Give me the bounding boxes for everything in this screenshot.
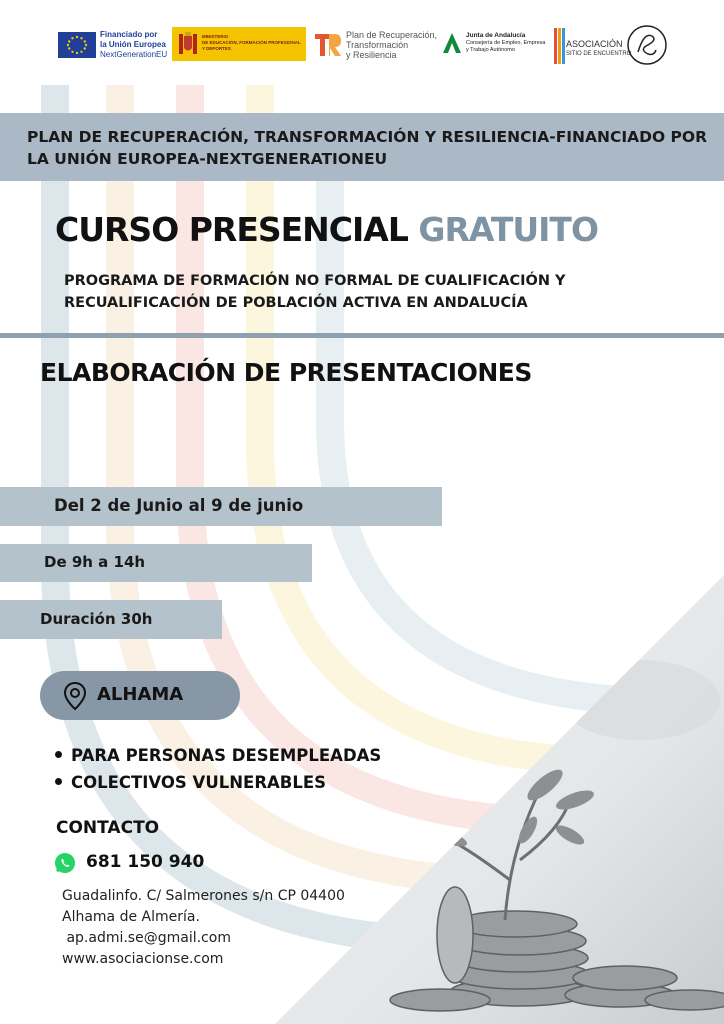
email-link[interactable]: ap.admi.se@gmail.com — [62, 930, 231, 946]
bullet-icon — [55, 751, 62, 758]
contact-address — [62, 886, 345, 970]
whatsapp-icon — [54, 852, 76, 874]
ministerio-line3: Y DEPORTES — [202, 46, 231, 51]
ministerio-logo — [172, 27, 306, 61]
program-subtitle: PROGRAMA DE FORMACIÓN NO FORMAL DE CUALIFICACIÓN Y RECUALIFICACIÓN DE POBLACIÓN ACTIVA EN ANDALUCÍA — [64, 273, 566, 311]
junta-line1: Junta de Andalucía — [466, 32, 526, 39]
address-line2: Alhama de Almería. — [62, 909, 200, 925]
eu-line2: la Unión Europea — [100, 40, 166, 49]
list-item — [55, 742, 381, 769]
junta-line2: Consejería de Empleo, Empresa — [466, 40, 546, 46]
signature-circle-icon — [626, 24, 668, 66]
page-title — [55, 210, 598, 249]
eu-flag-icon — [58, 32, 96, 58]
address-line1: Guadalinfo. C/ Salmerones s/n CP 04400 — [62, 888, 345, 904]
location-pill — [40, 671, 240, 720]
tr-mark-icon — [314, 30, 342, 60]
funding-banner — [0, 113, 724, 181]
logos-row — [0, 20, 724, 70]
hours-bar — [0, 544, 312, 582]
funding-banner-text: PLAN DE RECUPERACIÓN, TRANSFORMACIÓN Y RESILIENCIA-FINANCIADO POR LA UNIÓN EUROPEA-NEXTGENERATIONEU — [27, 128, 708, 168]
junta-line3: y Trabajo Autónomo — [466, 47, 515, 53]
asociacion-line2: SITIO DE ENCUENTRO — [566, 51, 632, 57]
audience-item: PARA PERSONAS DESEMPLEADAS — [71, 746, 382, 765]
dates-text: Del 2 de Junio al 9 de junio — [54, 496, 304, 515]
duration-text: Duración 30h — [40, 610, 153, 628]
list-item — [55, 769, 381, 796]
divider-line — [0, 333, 724, 338]
location-label: ALHAMA — [97, 684, 184, 705]
phone-number[interactable]: 681 150 940 — [86, 852, 205, 872]
website-link[interactable]: www.asociacionse.com — [62, 951, 224, 967]
bullet-icon — [55, 778, 62, 785]
title-accent: GRATUITO — [418, 210, 598, 249]
audience-item: COLECTIVOS VULNERABLES — [71, 773, 327, 792]
eu-line1: Financiado por — [100, 30, 158, 39]
location-pin-icon — [62, 681, 88, 711]
eu-funding-logo — [100, 30, 167, 60]
audience-list — [55, 742, 381, 796]
plan-line2: Transformación — [346, 40, 409, 50]
duration-bar — [0, 600, 222, 639]
plan-line3: y Resiliencia — [346, 50, 397, 60]
ministerio-line2: DE EDUCACIÓN, FORMACIÓN PROFESIONAL — [202, 40, 301, 45]
eu-line3: NextGenerationEU — [100, 50, 168, 59]
ministerio-line1: MINISTERIO — [202, 34, 229, 39]
plan-line1: Plan de Recuperación, — [346, 30, 438, 40]
asociacion-line1: ASOCIACIÓN — [566, 39, 623, 49]
spain-crest-icon — [177, 31, 199, 57]
junta-mark-icon — [442, 32, 462, 54]
course-name: ELABORACIÓN DE PRESENTACIONES — [40, 358, 532, 387]
dates-bar — [0, 487, 442, 526]
contact-heading: CONTACTO — [56, 818, 160, 838]
title-main: CURSO PRESENCIAL — [55, 210, 408, 249]
hours-text: De 9h a 14h — [44, 553, 146, 571]
